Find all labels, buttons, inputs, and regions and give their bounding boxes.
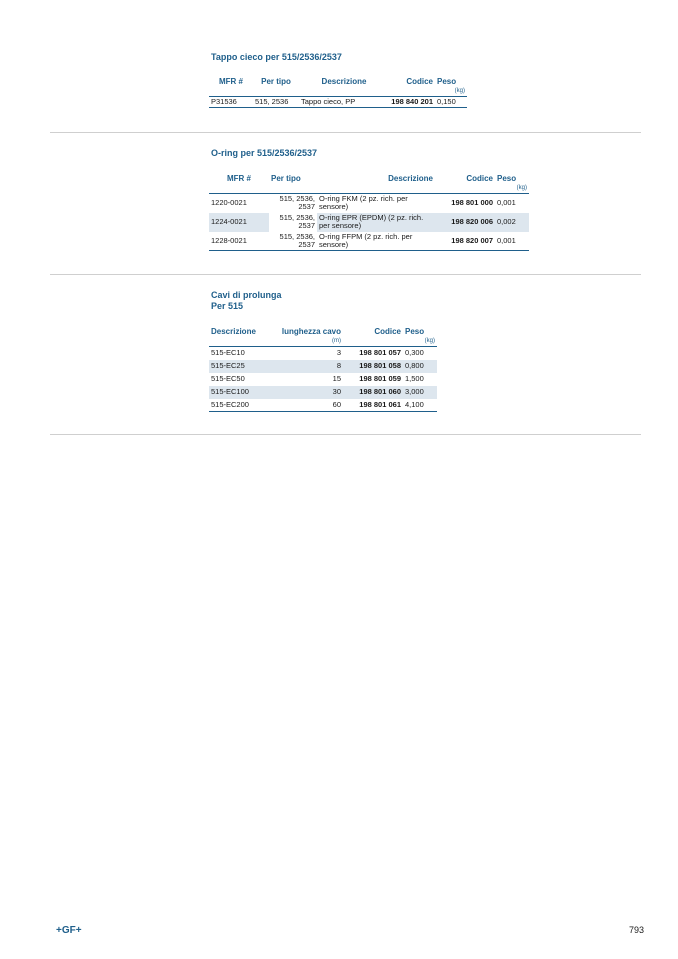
header-descrizione: Descrizione [211,327,256,336]
cell-descrizione: 515-EC200 [209,399,269,412]
cell-peso: 0,300 [405,348,424,358]
header-peso-unit: (kg) [403,336,437,347]
table-row [209,386,437,399]
gf-logo: +GF+ [56,925,82,936]
cell-per-tipo: 515, 2536, 2537 [279,194,315,212]
header-peso: Peso [405,327,425,336]
section-divider [50,132,641,133]
cell-mfr: 1220-0021 [211,198,247,208]
cell-codice: 198 801 058 [343,360,403,373]
cell-peso: 0,800 [403,360,437,373]
table-o-ring [209,175,529,251]
cell-lunghezza: 3 [336,348,341,358]
cell-codice: 198 801 061 [343,399,403,412]
header-descrizione: Descrizione [388,174,433,183]
header-peso-unit: (kg) [435,86,467,97]
cell-peso: 0,001 [495,232,529,251]
table-row [209,360,437,373]
section-subtitle-cavi: Per 515 [211,301,244,311]
table-row [209,373,437,386]
table-row [209,97,467,108]
cell-peso: 0,002 [495,213,529,232]
header-mfr: MFR # [219,77,243,86]
table-row [209,347,437,360]
table-row [209,213,529,232]
header-peso: Peso [437,77,457,86]
cell-codice: 198 801 000 [451,198,493,208]
cell-per-tipo: 515, 2536, 2537 [269,232,317,251]
cell-lunghezza: 30 [269,386,343,399]
header-descrizione: Descrizione [321,77,367,86]
header-per-tipo: Per tipo [261,77,291,86]
cell-lunghezza: 60 [269,399,343,412]
cell-descrizione: Tappo cieco, PP [299,97,389,108]
cell-per-tipo: 515, 2536 [253,97,299,108]
page-number: 793 [628,925,644,935]
cell-descrizione: O-ring FFPM (2 pz. rich. per sensore) [317,232,435,251]
cell-lunghezza: 8 [269,360,343,373]
cell-codice: 198 801 060 [343,386,403,399]
cell-codice: 198 840 201 [389,97,435,108]
cell-lunghezza: 15 [332,374,341,383]
cell-peso: 1,500 [405,374,424,383]
section-divider [50,434,641,435]
table-cavi [209,328,437,412]
cell-mfr: 1228-0021 [209,232,269,251]
table-tappo-cieco [209,78,467,108]
cell-mfr: P31536 [209,97,253,108]
cell-descrizione: O-ring FKM (2 pz. rich. per sensore) [319,194,408,212]
cell-peso: 0,001 [497,198,516,208]
header-peso: Peso [497,174,517,183]
header-lunghezza-unit: (m) [269,336,343,347]
cell-codice: 198 820 007 [435,232,495,251]
cell-descrizione: 515-EC100 [209,386,269,399]
cell-codice: 198 801 059 [359,374,401,383]
cell-peso: 0,150 [435,97,467,108]
header-codice: Codice [466,174,493,183]
cell-descrizione: 515-EC50 [211,374,245,383]
cell-mfr: 1224-0021 [209,213,269,232]
cell-codice: 198 820 006 [435,213,495,232]
header-per-tipo: Per tipo [271,174,301,183]
cell-peso: 3,000 [403,386,437,399]
header-peso-unit: (kg) [495,183,529,194]
cell-per-tipo: 515, 2536, 2537 [279,213,315,230]
header-mfr: MFR # [227,174,251,183]
header-codice: Codice [406,77,433,86]
cell-descrizione: O-ring EPR (EPDM) (2 pz. rich. per sensore) [317,213,435,232]
table-row [209,399,437,412]
section-title-tappo-cieco: Tappo cieco per 515/2536/2537 [211,52,342,62]
cell-descrizione: 515-EC10 [211,348,245,358]
section-title-o-ring: O-ring per 515/2536/2537 [211,148,318,158]
section-divider [50,274,641,275]
cell-codice: 198 801 057 [359,348,401,358]
table-row [209,194,529,213]
cell-peso: 4,100 [403,399,437,412]
header-lunghezza: lunghezza cavo [281,327,341,336]
header-codice: Codice [374,327,401,336]
table-row [209,232,529,251]
cell-descrizione: 515-EC25 [209,360,269,373]
section-title-cavi: Cavi di prolunga [211,290,282,300]
